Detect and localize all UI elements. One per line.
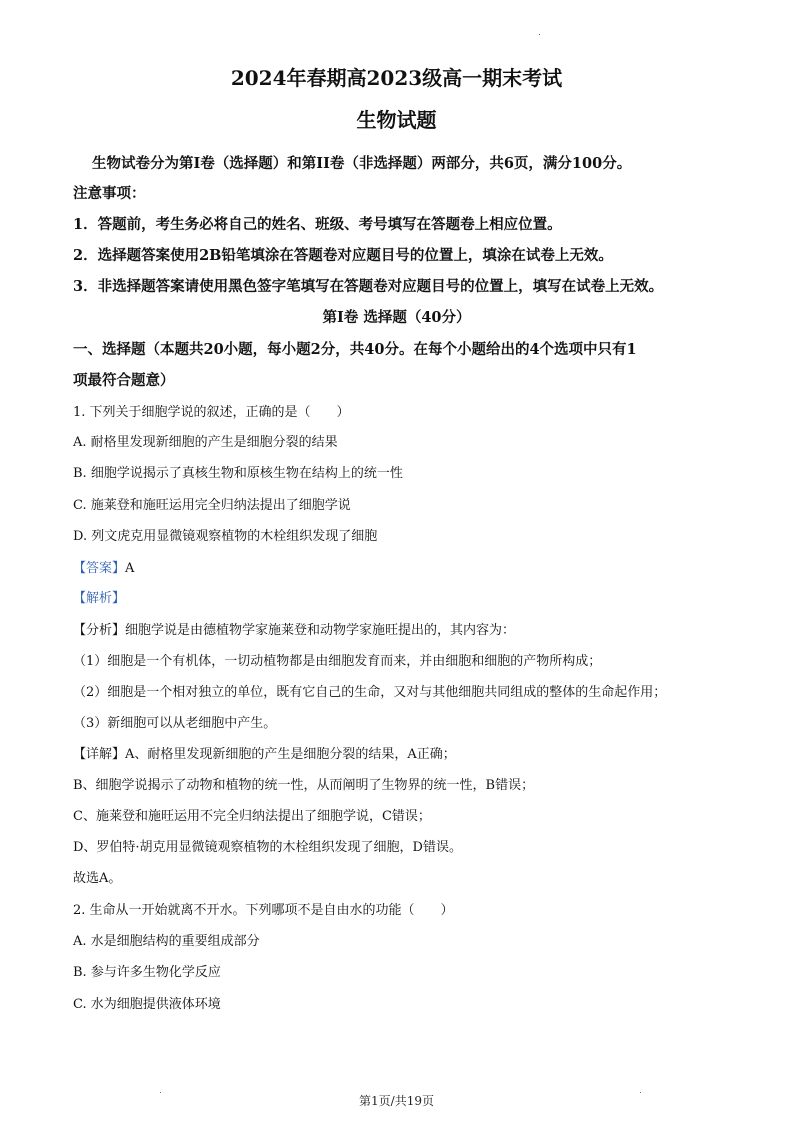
answer-line xyxy=(73,557,134,576)
section-instruction: 一、选择题（本题共20小题，每小题2分，共40分。在每个小题给出的4个选项中只有1 xyxy=(73,341,637,358)
scan-mark xyxy=(539,34,540,35)
conclusion: 故选A。 xyxy=(73,871,122,886)
scan-mark xyxy=(640,1092,641,1093)
option-c: C. 施莱登和施旺运用完全归纳法提出了细胞学说 xyxy=(73,498,351,513)
note-item: 2．选择题答案使用2B铅笔填涂在答题卷对应题目号的位置上，填涂在试卷上无效。 xyxy=(73,247,613,264)
detail-text: A、耐格里发现新细胞的产生是细胞分裂的结果，A正确； xyxy=(125,747,456,762)
option-a: A. 水是细胞结构的重要组成部分 xyxy=(73,934,260,949)
fenxi-tag: 【分析】 xyxy=(73,623,126,638)
detail-c: C、施莱登和施旺运用不完全归纳法提出了细胞学说，C错误； xyxy=(73,809,431,824)
answer-value: A xyxy=(125,561,135,576)
detail-tag: 【详解】 xyxy=(73,747,126,762)
option-b: B. 参与许多生物化学反应 xyxy=(73,965,221,980)
intro-text: 生物试卷分为第I卷（选择题）和第II卷（非选择题）两部分，共6页，满分100分。 xyxy=(92,155,632,172)
scan-mark xyxy=(160,1092,161,1093)
detail-line xyxy=(73,743,456,762)
question-stem: 1. 下列关于细胞学说的叙述，正确的是（ ） xyxy=(73,405,350,420)
point-2: （2）细胞是一个相对独立的单位，既有它自己的生命，又对与其他细胞共同组成的整体的生命起作用； xyxy=(73,685,667,700)
option-a: A. 耐格里发现新细胞的产生是细胞分裂的结果 xyxy=(73,435,338,450)
answer-tag: 【答案】 xyxy=(73,561,126,576)
section-instruction-cont: 项最符合题意） xyxy=(73,372,175,389)
option-b: B. 细胞学说揭示了真核生物和原核生物在结构上的统一性 xyxy=(73,466,403,481)
option-c: C. 水为细胞提供液体环境 xyxy=(73,997,221,1012)
point-1: （1）细胞是一个有机体，一切动植物都是由细胞发育而来，并由细胞和细胞的产物所构成； xyxy=(73,654,602,669)
option-d: D. 列文虎克用显微镜观察植物的木栓组织发现了细胞 xyxy=(73,529,378,544)
detail-d: D、罗伯特·胡克用显微镜观察植物的木栓组织发现了细胞，D错误。 xyxy=(73,840,462,855)
subject-title: 生物试题 xyxy=(356,108,437,132)
fenxi-text: 细胞学说是由德植物学家施莱登和动物学家施旺提出的，其内容为： xyxy=(125,623,516,638)
detail-b: B、细胞学说揭示了动物和植物的统一性，从而阐明了生物界的统一性，B错误； xyxy=(73,778,535,793)
notes-heading: 注意事项： xyxy=(73,185,146,202)
exam-title: 2024年春期高2023级高一期末考试 xyxy=(230,66,563,90)
page-footer: 第1页/共19页 xyxy=(359,1094,434,1108)
section-title: 第I卷 选择题（40分） xyxy=(322,309,471,326)
note-item: 1．答题前，考生务必将自己的姓名、班级、考号填写在答题卷上相应位置。 xyxy=(73,216,562,233)
fenxi-line xyxy=(73,619,515,638)
point-3: （3）新细胞可以从老细胞中产生。 xyxy=(73,716,277,731)
analysis-tag: 【解析】 xyxy=(73,591,126,606)
question-stem: 2. 生命从一开始就离不开水。下列哪项不是自由水的功能（ ） xyxy=(73,903,454,918)
note-item: 3．非选择题答案请使用黑色签字笔填写在答题卷对应题目号的位置上，填写在试卷上无效。 xyxy=(73,278,664,295)
